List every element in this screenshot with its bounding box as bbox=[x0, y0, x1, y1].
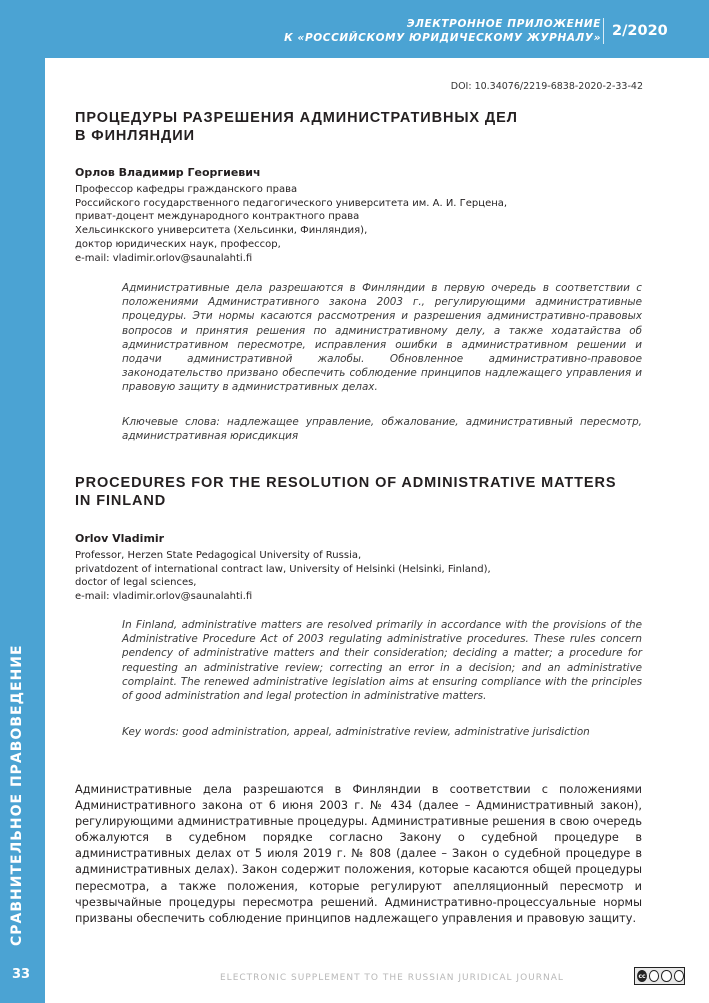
en-title-line2: IN FINLAND bbox=[75, 493, 167, 509]
ru-affiliation-line: Российского государственного педагогического университета им. А. И. Герцена, bbox=[75, 197, 508, 209]
journal-name-line1: ЭЛЕКТРОННОЕ ПРИЛОЖЕНИЕ bbox=[406, 18, 601, 30]
ru-affiliation-line: Профессор кафедры гражданского права bbox=[75, 184, 298, 195]
section-label: СРАВНИТЕЛЬНОЕ ПРАВОВЕДЕНИЕ bbox=[9, 644, 25, 946]
en-title bbox=[75, 474, 635, 510]
issue-number: 2/2020 bbox=[612, 23, 668, 39]
ru-affiliation-line: доктор юридических наук, профессор, bbox=[75, 238, 281, 250]
cc-by-icon bbox=[649, 970, 659, 982]
journal-name-line2: К «РОССИЙСКОМУ ЮРИДИЧЕСКОМУ ЖУРНАЛУ» bbox=[284, 32, 601, 44]
ru-email[interactable]: e-mail: vladimir.orlov@saunalahti.fi bbox=[75, 252, 253, 264]
footer-journal-name: ELECTRONIC SUPPLEMENT TO THE RUSSIAN JURIDICAL JOURNAL bbox=[220, 973, 564, 983]
ru-title-line2: В ФИНЛЯНДИИ bbox=[75, 128, 195, 144]
ru-abstract: Административные дела разрешаются в Финляндии в первую очередь в соответствии с положениями Административного закона 2003 г., регулирующими административные процедуры. Эти нормы касаются рассмотрения и разрешения административно-правовых вопросов и принятия решения по административному делу, а также ходатайства об административном пересмотре, исправления ошибки в административном решении и подачи административной жалобы. Обновленное административно-правовое законодательство призвано обеспечить соблюдение принципов надлежащего управления и правовую защиту в административных делах. bbox=[122, 282, 642, 394]
en-affiliation-line: Professor, Herzen State Pedagogical University of Russia, bbox=[75, 550, 362, 561]
doi[interactable]: DOI: 10.34076/2219-6838-2020-2-33-42 bbox=[450, 81, 643, 92]
ru-affiliation-line: Хельсинкского университета (Хельсинки, Финляндия), bbox=[75, 225, 368, 237]
cc-license-badge[interactable] bbox=[634, 967, 685, 985]
en-title-line1: PROCEDURES FOR THE RESOLUTION OF ADMINISTRATIVE MATTERS bbox=[75, 475, 617, 491]
ru-title bbox=[75, 109, 595, 145]
en-affiliation-line: privatdozent of international contract law, University of Helsinki (Helsinki, Finland), bbox=[75, 563, 491, 575]
en-keywords: Key words: good administration, appeal, administrative review, administrative jurisdiction bbox=[122, 726, 590, 738]
ru-author-name: Орлов Владимир Георгиевич bbox=[75, 166, 261, 179]
body-paragraph: Административные дела разрешаются в Финляндии в соответствии с положениями Административного закона от 6 июня 2003 г. № 434 (далее – Административный закон), регулирующими административные процедуры. Административные решения в свою очередь обжалуются в судебном порядке согласно Закону о судебной процедуре в административных делах от 5 июля 2019 г. № 808 (далее – Закон о судебной процедуре в административных делах). Закон содержит положения, которые касаются общей процедуры пересмотра, а также положения, которые регулируют апелляционный пересмотр и чрезвычайные процедуры пересмотра решений. Административно-процессуальные нормы призваны обеспечить соблюдение принципов надлежащего управления и правовую защиту. bbox=[75, 783, 642, 925]
ru-keywords: Ключевые слова: надлежащее управление, обжалование, административный пересмотр, административная юрисдикция bbox=[122, 416, 642, 443]
page-number: 33 bbox=[12, 967, 31, 982]
en-author-name: Orlov Vladimir bbox=[75, 532, 165, 545]
cc-icon: cc bbox=[637, 970, 647, 982]
en-abstract: In Finland, administrative matters are resolved primarily in accordance with the provisions of the Administrative Procedure Act of 2003 regulating administrative procedures. These rules concern pendency of administrative matters and their consideration; deciding a matter; a procedure for requesting an administrative review; correcting an error in a decision; and an administrative complaint. The renewed administrative legislation aims at ensuring compliance with the principles of good administration and legal protection in administrative matters. bbox=[122, 619, 642, 703]
en-affiliation-line: doctor of legal sciences, bbox=[75, 577, 197, 589]
en-email[interactable]: e-mail: vladimir.orlov@saunalahti.fi bbox=[75, 591, 253, 603]
ru-title-line1: ПРОЦЕДУРЫ РАЗРЕШЕНИЯ АДМИНИСТРАТИВНЫХ ДЕЛ bbox=[75, 110, 518, 126]
ru-affiliation bbox=[75, 183, 507, 265]
ru-affiliation-line: приват-доцент международного контрактного права bbox=[75, 211, 360, 223]
header-divider bbox=[603, 18, 604, 44]
journal-name bbox=[181, 17, 601, 45]
cc-nc-icon bbox=[661, 970, 671, 982]
en-affiliation bbox=[75, 549, 491, 604]
cc-sa-icon bbox=[674, 970, 684, 982]
